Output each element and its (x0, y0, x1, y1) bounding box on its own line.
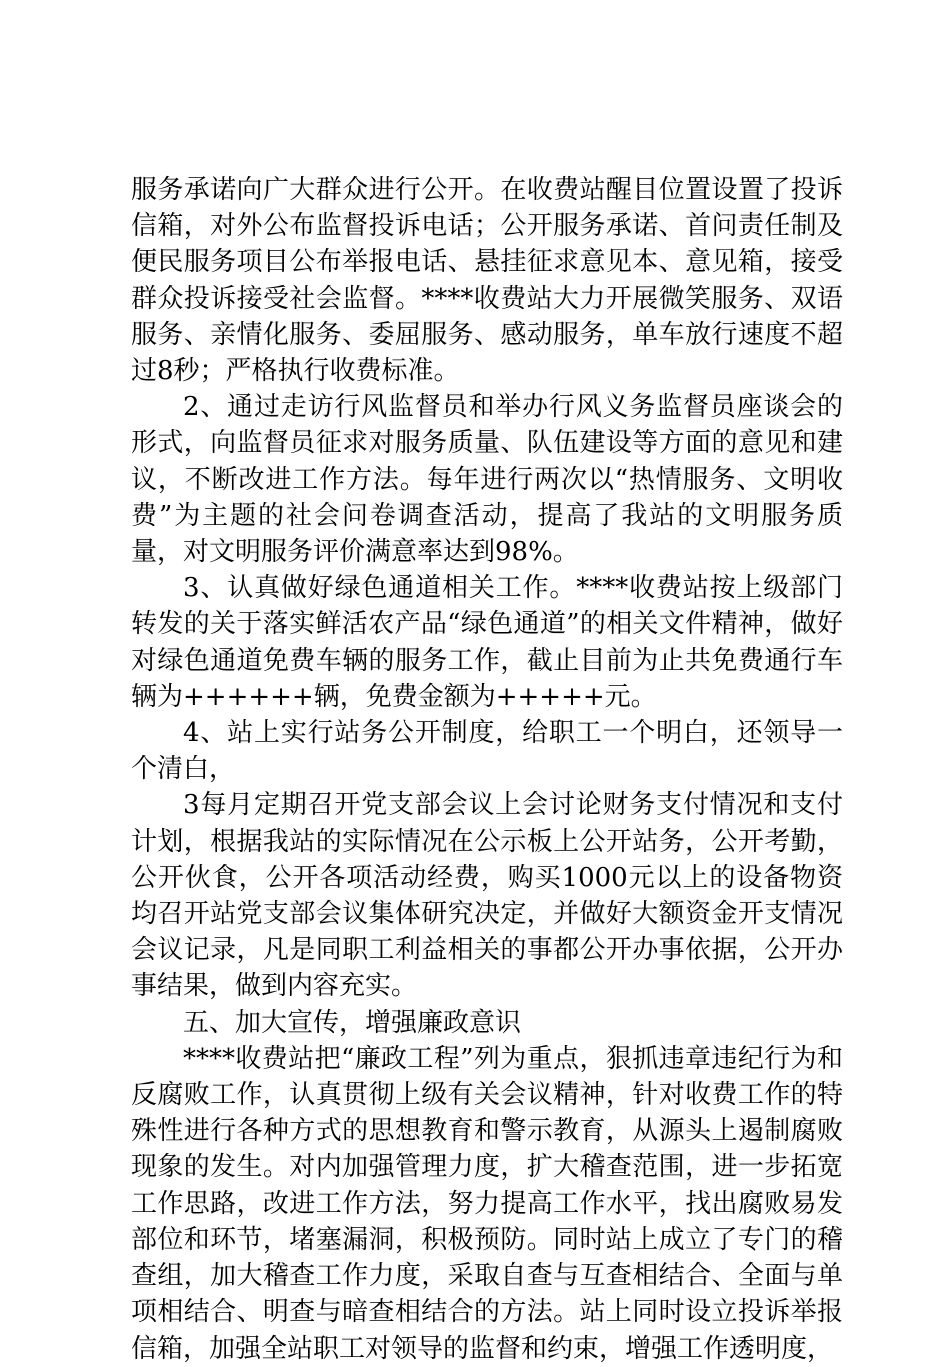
paragraph-item-4: 4、站上实行站务公开制度，给职工一个明白，还领导一个清白， (131, 718, 843, 785)
document-body (131, 172, 843, 1367)
paragraph-anti-corruption: ****收费站把“廉政工程”列为重点，狠抓违章违纪行为和反腐败工作，认真贯彻上级有关会议精神，针对收费工作的特殊性进行各种方式的思想教育和警示教育，从源头上遏制腐败现象的发生。对内加强管理力度，扩大稽查范围，进一步拓宽工作思路，改进工作方法，努力提高工作水平，找出腐败易发部位和环节，堵塞漏洞，积极预防。同时站上成立了专门的稽查组，加大稽查工作力度，采取自查与互查相结合、全面与单项相结合、明查与暗查相结合的方法。站上同时设立投诉举报信箱，加强全站职工对领导的监督和约束，增强工作透明度， (131, 1043, 843, 1364)
section-heading-5: 五、加大宣传，增强廉政意识 (183, 1007, 522, 1038)
paragraph-item-2: 2、通过走访行风监督员和举办行风义务监督员座谈会的形式，向监督员征求对服务质量、队伍建设等方面的意见和建议，不断改进工作方法。每年进行两次以“热情服务、文明收费”为主题的社会问卷调查活动，提高了我站的文明服务质量，对文明服务评价满意率达到98%。 (131, 392, 843, 568)
paragraph-service-commitment: 服务承诺向广大群众进行公开。在收费站醒目位置设置了投诉信箱，对外公布监督投诉电话；公开服务承诺、首问责任制及便民服务项目公布举报电话、悬挂征求意见本、意见箱，接受群众投诉接受社会监督。****收费站大力开展微笑服务、双语服务、亲情化服务、委屈服务、感动服务，单车放行速度不超过8秒；严格执行收费标准。 (131, 175, 843, 387)
paragraph-item-3: 3、认真做好绿色通道相关工作。****收费站按上级部门转发的关于落实鲜活农产品“绿色通道”的相关文件精神，做好对绿色通道免费车辆的服务工作，截止目前为止共免费通行车辆为++++++辆，免费金额为+++++元。 (131, 573, 843, 712)
paragraph-monthly-meeting: 3每月定期召开党支部会议上会讨论财务支付情况和支付计划，根据我站的实际情况在公示板上公开站务，公开考勤，公开伙食，公开各项活动经费，购买1000元以上的设备物资均召开站党支部会议集体研究决定，并做好大额资金开支情况会议记录，凡是同职工利益相关的事都公开办事依据，公开办事结果，做到内容充实。 (131, 790, 843, 1002)
